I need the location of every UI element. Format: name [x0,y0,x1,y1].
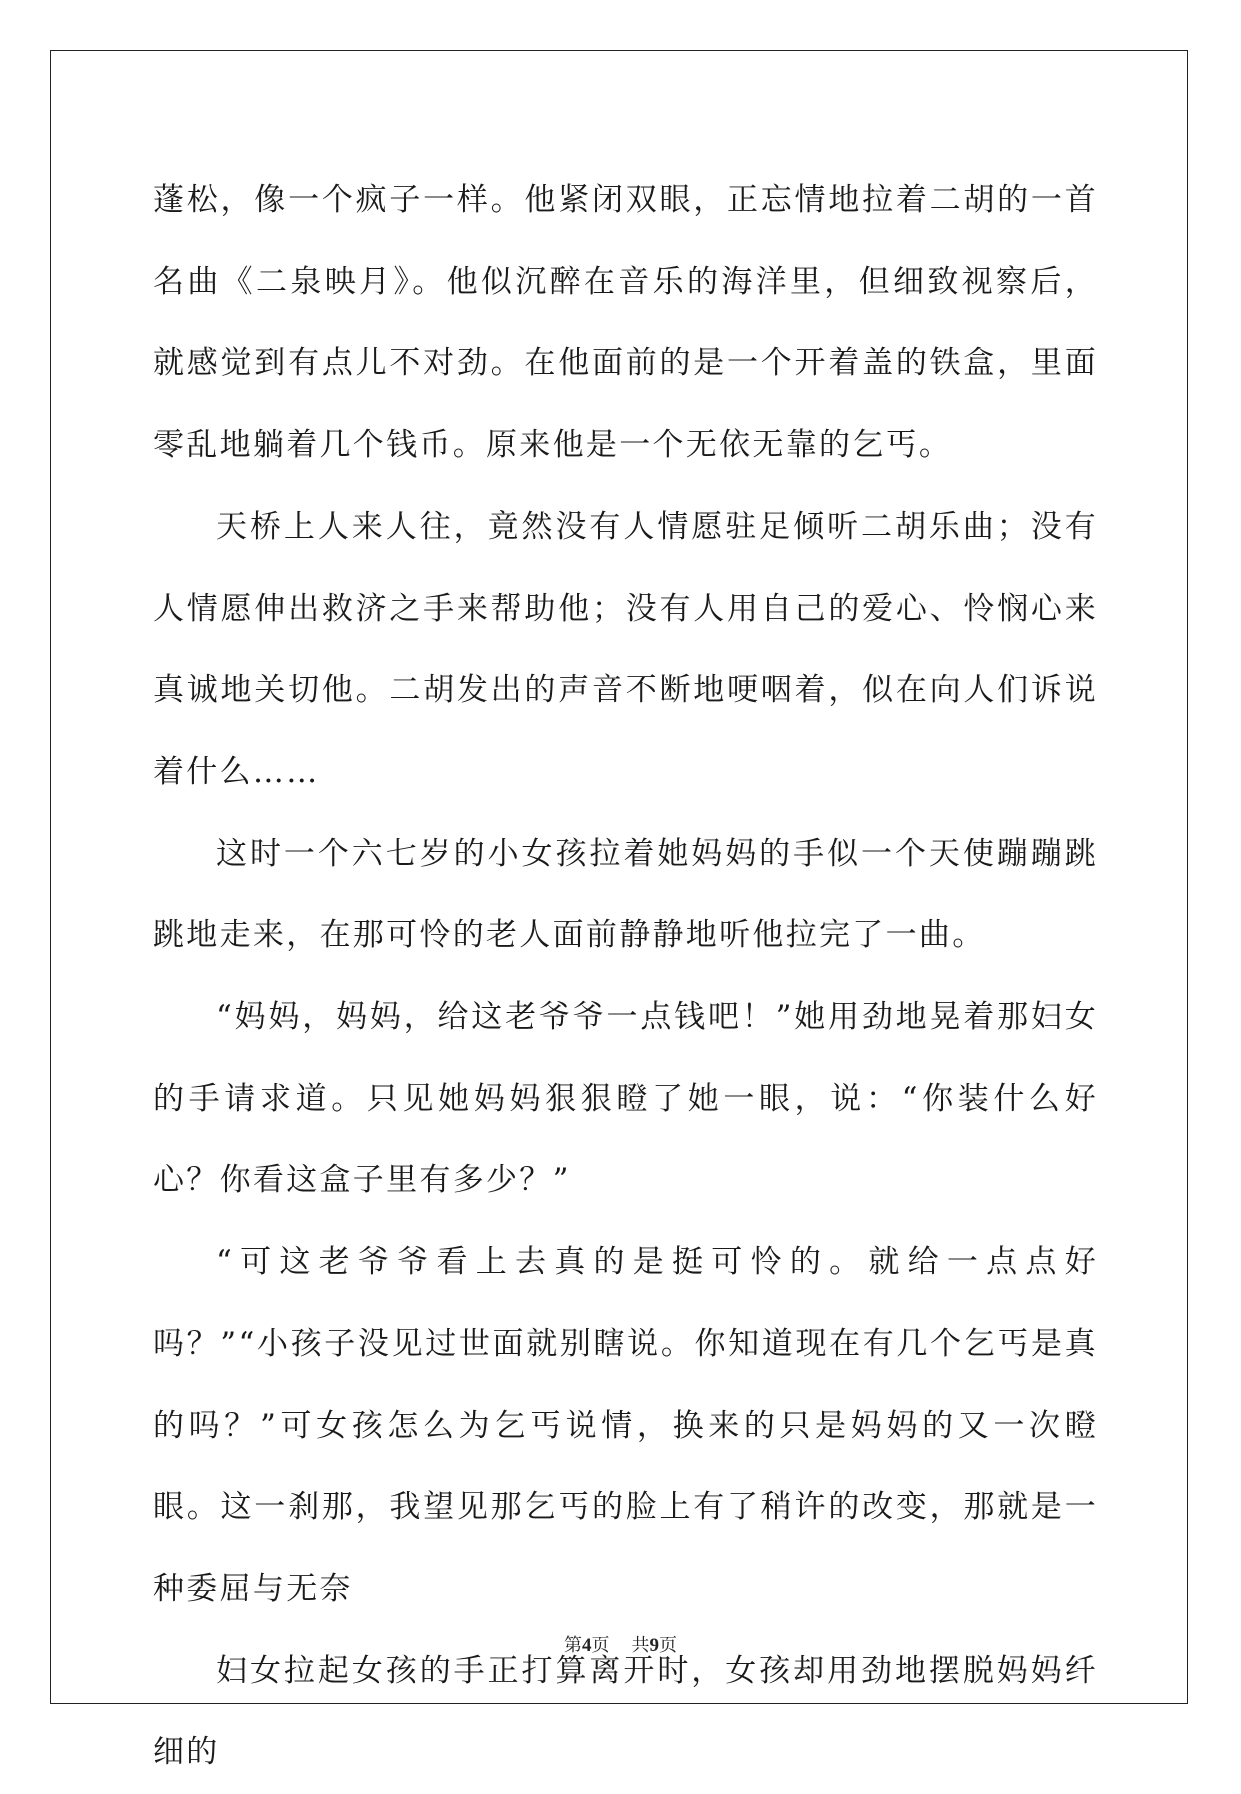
paragraph-2: 天桥上人来人往，竟然没有人情愿驻足倾听二胡乐曲；没有人情愿伸出救济之手来帮助他；没有人用自己的爱心、怜悯心来真诚地关切他。二胡发出的声音不断地哽咽着，似在向人们诉说着什么…… [153,508,1098,790]
footer-page-suffix: 页 [591,1635,610,1656]
page-footer [0,1631,1241,1657]
body-text [153,160,1098,1794]
footer-prefix: 第 [564,1635,582,1656]
total-pages-number: 9 [649,1635,659,1656]
paragraph-1: 蓬松，像一个疯子一样。他紧闭双眼，正忘情地拉着二胡的一首名曲《二泉映月》。他似沉醉在音乐的海洋里，但细致视察后，就感觉到有点儿不对劲。在他面前的是一个开着盖的铁盒，里面零乱地躺着几个钱币。原来他是一个无依无靠的乞丐。 [153,182,1098,464]
footer-total-prefix: 共 [631,1635,650,1656]
paragraph-4: “妈妈，妈妈，给这老爷爷一点钱吧！”她用劲地晃着那妇女的手请求道。只见她妈妈狠狠瞪了她一眼，说：“你装什么好心？你看这盒子里有多少？” [153,999,1098,1199]
paragraph-6: 妇女拉起女孩的手正打算离开时，女孩却用劲地摆脱妈妈纤细的 [153,1652,1098,1771]
current-page-number: 4 [582,1635,592,1656]
footer-total-suffix: 页 [659,1635,677,1656]
paragraph-3: 这时一个六七岁的小女孩拉着她妈妈的手似一个天使蹦蹦跳跳地走来，在那可怜的老人面前静静地听他拉完了一曲。 [153,835,1098,954]
paragraph-5: “可这老爷爷看上去真的是挺可怜的。就给一点点好吗？”“小孩子没见过世面就别瞎说。你知道现在有几个乞丐是真的吗？”可女孩怎么为乞丐说情，换来的只是妈妈的又一次瞪眼。这一刹那，我望见那乞丐的脸上有了稍许的改变，那就是一种委屈与无奈 [153,1244,1098,1607]
